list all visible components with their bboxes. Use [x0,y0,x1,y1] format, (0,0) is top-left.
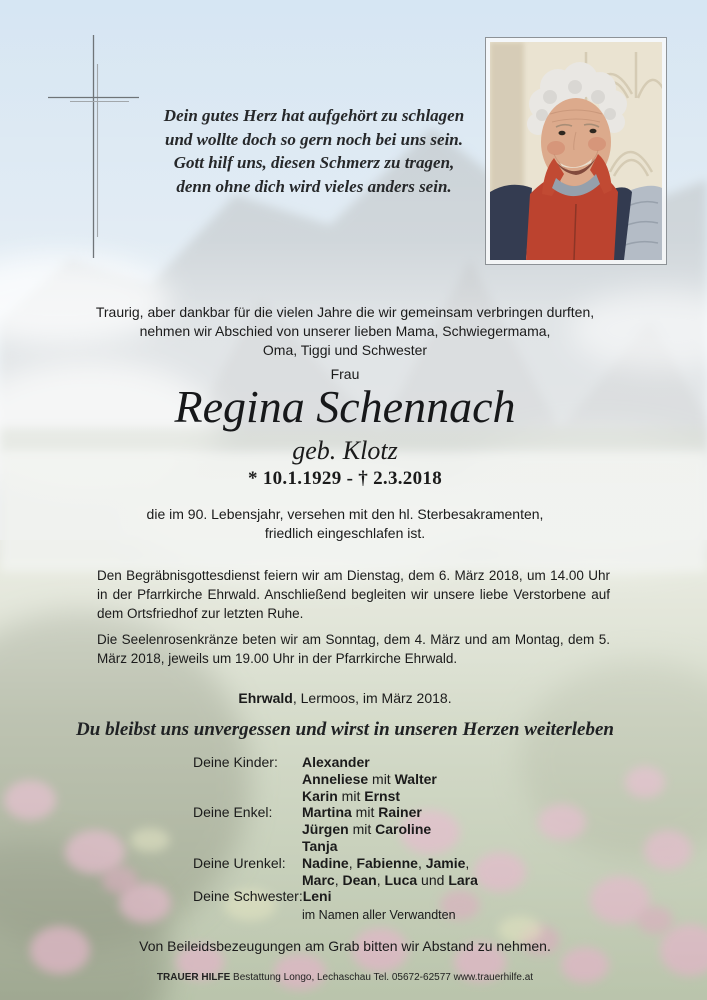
funeral-home-footer [0,972,690,983]
rosary-paragraph: Die Seelenrosenkränze beten wir am Sonntag, dem 4. März und am Montag, dem 5. März 2018, jeweils um 19.00 Uhr in der Pfarrkirche Ehrwald. [97,632,610,666]
poem-line: und wollte doch so gern noch bei uns sein. [164,129,464,149]
place-rest: , Lermoos, im März 2018. [292,690,452,706]
poem-line: Gott hilf uns, diesen Schmerz zu tragen, [173,153,455,172]
family-names: Martina mit Rainer [302,804,422,821]
funeral-home-brand: TRAUER HILFE [156,972,231,983]
family-label [193,788,302,805]
family-line [193,788,478,805]
intro-line: nehmen wir Abschied von unserer lieben Mama, Schwiegermama, [139,323,551,339]
intro-line: Oma, Tiggi und Schwester [262,342,428,358]
family-names: Marc, Dean, Luca und Lara [302,871,478,888]
family-label [193,838,302,855]
announcement-block [97,566,610,675]
family-line [193,855,478,872]
family-line [193,821,478,838]
family-names: Tanja [302,837,338,854]
family-label: Deine Kinder: [193,754,278,770]
family-label [193,771,302,788]
condolence-note: Von Beileidsbezeugungen am Grab bitten wir Abstand zu nehmen. [139,938,551,954]
deceased-name: Regina Schennach [174,381,516,432]
family-closing: im Namen aller Verwandten [302,908,456,922]
family-names: Leni [302,888,332,905]
family-label: Deine Urenkel: [193,854,286,871]
family-label: Deine Enkel: [193,804,273,821]
salutation: Frau [330,366,360,382]
passing-line: friedlich eingeschlafen ist. [264,525,426,541]
family-closing-wrap [193,904,456,924]
intro-text [0,303,690,360]
funeral-home-info: Bestattung Longo, Lechaschau Tel. 05672-62577 www.trauerhilfe.at [230,972,534,983]
life-dates: * 10.1.1929 - † 2.3.2018 [247,468,443,489]
intro-line: Traurig, aber dankbar für die vielen Jahre die wir gemeinsam verbringen durften, [95,304,595,320]
passing-line: die im 90. Lebensjahr, versehen mit den hl. Sterbesakramenten, [146,506,544,522]
family-list [193,754,478,905]
passing-text [0,505,690,543]
family-line [193,804,478,821]
family-names: Nadine, Fabienne, Jamie, [302,854,470,871]
funeral-paragraph: Den Begräbnisgottesdienst feiern wir am Dienstag, dem 6. März 2018, um 14.00 Uhr in der Pfarrkirche Ehrwald. Anschließend begleiten wir unsere liebe Verstorbene auf dem Ortsfriedhof zur letzten Ruhe. [97,568,610,621]
poem-line: Dein gutes Herz hat aufgehört zu schlagen [163,106,465,125]
memorial-poem [104,104,524,198]
family-line [193,771,478,788]
family-line [193,838,478,855]
family-names: Karin mit Ernst [302,787,401,804]
poem-line: denn ohne dich wird vieles anders sein. [176,176,452,196]
place-date-line [0,690,690,706]
family-names: Anneliese mit Walter [302,770,437,787]
family-line [193,754,478,771]
place-name: Ehrwald [238,690,293,706]
family-label [193,872,302,889]
family-line [193,872,478,889]
family-line [193,888,478,905]
motto-line: Du bleibst uns unvergessen und wirst in unseren Herzen weiterleben [76,719,614,740]
family-names: Alexander [302,754,370,770]
family-label [193,821,302,838]
family-label: Deine Schwester: [193,888,303,905]
maiden-name: geb. Klotz [292,436,398,465]
family-names: Jürgen mit Caroline [302,821,432,838]
